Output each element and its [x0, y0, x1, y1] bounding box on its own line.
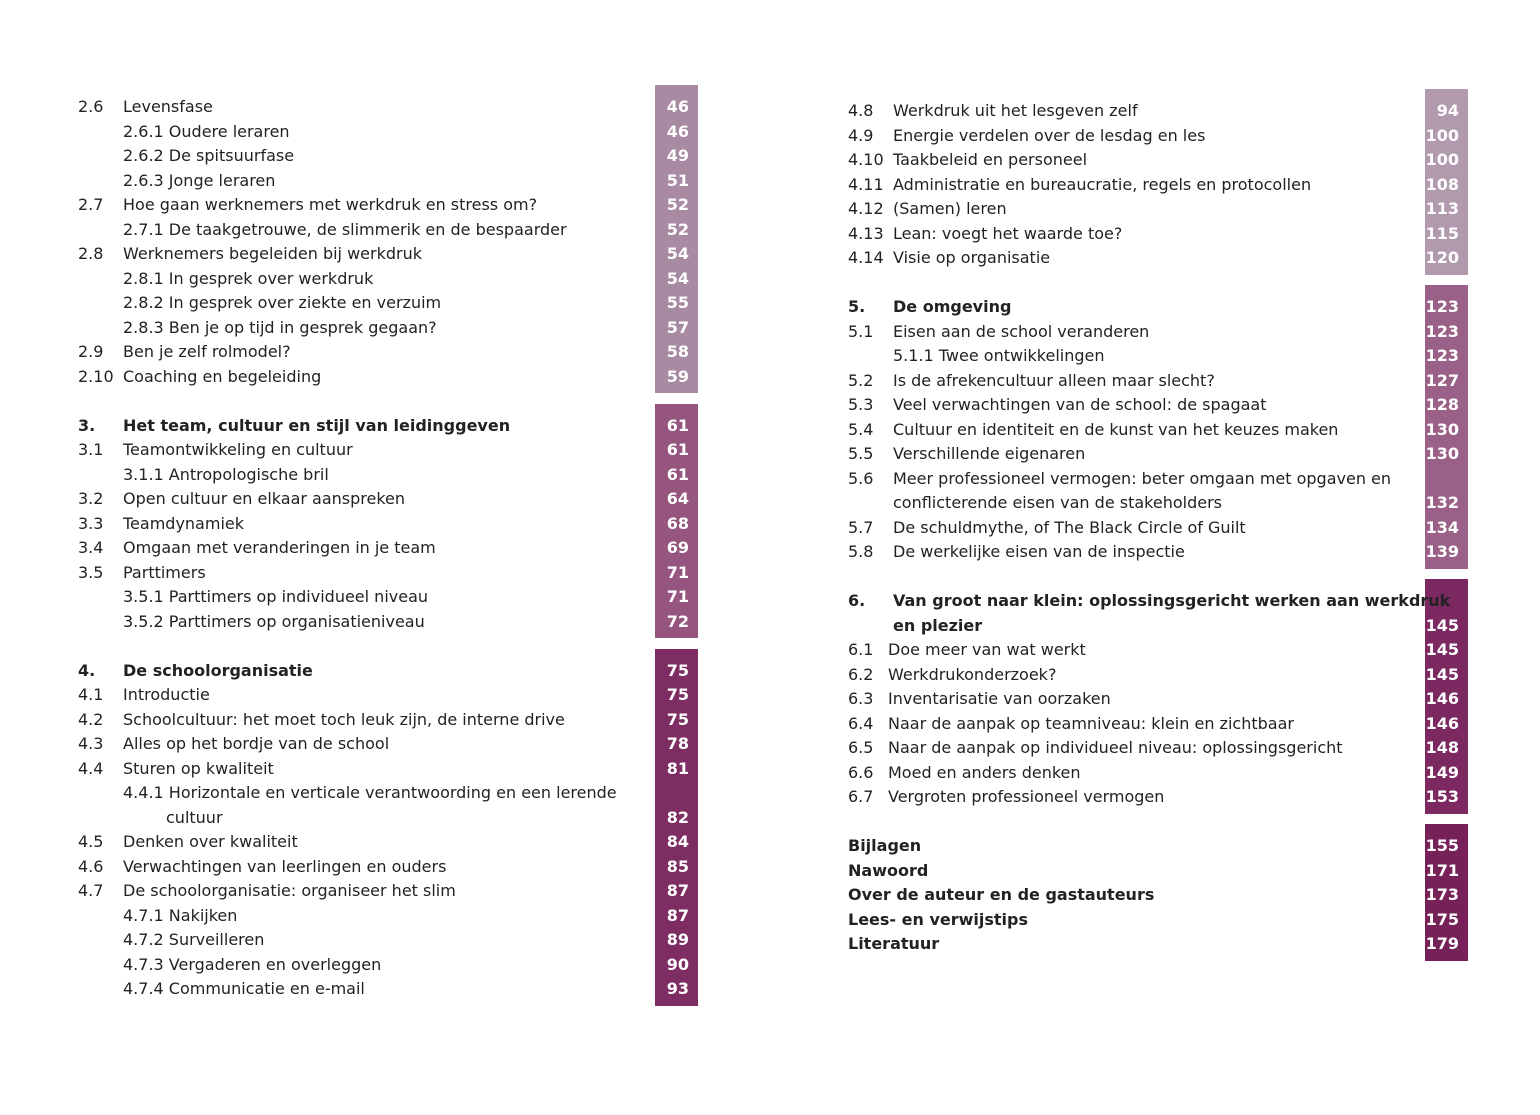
toc-entry-page: 123 [1425, 346, 1459, 365]
toc-entry-title: 2.7.1 De taakgetrouwe, de slimmerik en de bespaarder [123, 219, 567, 239]
toc-entry-title: Alles op het bordje van de school [123, 734, 390, 753]
toc-entry-title: 3.1.1 Antropologische bril [123, 464, 329, 484]
toc-entry-page: 84 [666, 832, 689, 851]
toc-entry-number: 4.11 [848, 174, 884, 194]
toc-entry-title: 4.7.4 Communicatie en e-mail [123, 979, 365, 998]
toc-entry[interactable] [0, 487, 770, 511]
toc-entry[interactable] [770, 908, 1540, 932]
toc-entry[interactable] [0, 683, 770, 707]
toc-entry-number: 6.4 [848, 713, 874, 733]
toc-entry[interactable] [770, 540, 1540, 564]
toc-entry-page: 179 [1425, 934, 1459, 953]
toc-entry-page: 171 [1425, 860, 1459, 880]
toc-entry-page: 52 [666, 219, 689, 239]
toc-entry-title: Het team, cultuur en stijl van leidinggeven [123, 415, 511, 435]
toc-entry-title: 4.7.2 Surveilleren [123, 930, 265, 949]
toc-entry-page: 78 [666, 734, 689, 753]
toc-entry-page: 134 [1425, 517, 1459, 537]
toc-entry-page: 139 [1425, 542, 1459, 561]
toc-entry-number: 4.9 [848, 125, 874, 145]
toc-entry-page: 115 [1425, 223, 1459, 243]
toc-entry-page: 132 [1425, 493, 1459, 512]
toc-entry-page: 81 [666, 758, 689, 778]
toc-entry-page: 69 [666, 538, 689, 557]
toc-entry-number: 4.2 [78, 709, 104, 729]
toc-entry-title: Lean: voegt het waarde toe? [893, 223, 1123, 243]
toc-entry-title: en plezier [893, 615, 983, 635]
toc-entry-title: Lees- en verwijstips [848, 909, 1028, 929]
toc-entry-page: 75 [666, 660, 689, 680]
toc-entry-page: 130 [1425, 419, 1459, 439]
toc-entry-title: conflicterende eisen van de stakeholders [893, 493, 1222, 512]
toc-entry-title: Levensfase [123, 97, 213, 116]
toc-entry[interactable] [770, 369, 1540, 393]
toc-entry[interactable] [770, 834, 1540, 858]
toc-entry-page: 145 [1425, 640, 1459, 659]
toc-entry-title: Literatuur [848, 934, 940, 953]
toc-entry-page: 61 [666, 464, 689, 484]
toc-entry-title: Administratie en bureaucratie, regels en protocollen [893, 174, 1312, 194]
toc-entry-title: Cultuur en identiteit en de kunst van het keuzes maken [893, 419, 1339, 439]
toc-entry-number: 5.5 [848, 444, 874, 463]
toc-entry[interactable] [0, 781, 770, 805]
toc-entry[interactable] [0, 242, 770, 266]
toc-entry-title: Moed en anders denken [888, 762, 1081, 782]
toc-entry-page: 85 [666, 856, 689, 876]
toc-entry-title: Omgaan met veranderingen in je team [123, 538, 436, 557]
toc-entry-title: 2.8.2 In gesprek over ziekte en verzuim [123, 293, 442, 312]
toc-entry-page: 71 [666, 562, 689, 582]
toc-entry[interactable] [770, 859, 1540, 883]
toc-entry-title: Ben je zelf rolmodel? [123, 342, 291, 361]
toc-entry-page: 71 [666, 587, 689, 606]
toc-entry[interactable] [0, 120, 770, 144]
toc-entry-page: 54 [666, 268, 689, 288]
toc-entry-page: 55 [666, 293, 689, 312]
toc-entry-title: Van groot naar klein: oplossingsgericht werken aan werkdruk [893, 591, 1451, 610]
toc-entry-page: 46 [666, 121, 689, 141]
toc-entry-page: 153 [1425, 787, 1459, 806]
toc-entry-title: cultuur [166, 807, 223, 827]
toc-entry-page: 155 [1425, 836, 1459, 855]
toc-entry[interactable] [0, 953, 770, 977]
toc-entry-title: Doe meer van wat werkt [888, 640, 1086, 659]
toc-entry[interactable] [770, 467, 1540, 491]
toc-entry[interactable] [770, 173, 1540, 197]
toc-entry[interactable] [0, 855, 770, 879]
toc-entry-page: 123 [1425, 321, 1459, 341]
toc-entry-title: 5.1.1 Twee ontwikkelingen [893, 346, 1105, 365]
toc-entry-page: 49 [666, 146, 689, 165]
toc-entry[interactable] [770, 736, 1540, 760]
toc-entry-number: 2.8 [78, 244, 104, 263]
toc-entry-number: 3.4 [78, 538, 104, 557]
toc-entry[interactable] [770, 663, 1540, 687]
toc-entry-number: 5.3 [848, 395, 874, 414]
toc-entry-title: Eisen aan de school veranderen [893, 321, 1150, 341]
toc-entry[interactable] [770, 393, 1540, 417]
toc-entry[interactable] [0, 365, 770, 389]
toc-entry-page: 113 [1425, 199, 1459, 218]
toc-entry-title: Vergroten professioneel vermogen [888, 787, 1165, 806]
toc-entry-number: 4.4 [78, 758, 104, 778]
toc-entry-number: 4.8 [848, 101, 874, 120]
toc-entry-number: 4.10 [848, 150, 884, 169]
toc-entry[interactable] [0, 438, 770, 462]
toc-entry-page: 89 [666, 930, 689, 949]
toc-entry-number: 4.1 [78, 685, 104, 704]
toc-entry-page: 61 [666, 440, 689, 459]
toc-entry[interactable] [770, 932, 1540, 956]
toc-entry-title: De omgeving [893, 297, 1012, 316]
toc-entry-title: Coaching en begeleiding [123, 366, 322, 386]
toc-entry-title: 2.6.3 Jonge leraren [123, 170, 276, 190]
toc-entry-page: 82 [666, 807, 689, 827]
toc-entry-title: Schoolcultuur: het moet toch leuk zijn, de interne drive [123, 709, 565, 729]
toc-entry[interactable] [770, 491, 1540, 515]
toc-entry-number: 5.8 [848, 542, 874, 561]
toc-entry-number: 6.7 [848, 787, 874, 806]
toc-entry-page: 100 [1425, 150, 1459, 169]
toc-entry[interactable] [0, 977, 770, 1001]
toc-entry[interactable] [0, 830, 770, 854]
toc-entry-title: 4.7.1 Nakijken [123, 905, 238, 925]
toc-entry-title: Naar de aanpak op teamniveau: klein en zichtbaar [888, 713, 1294, 733]
toc-entry-page: 108 [1425, 174, 1459, 194]
toc-entry[interactable] [770, 344, 1540, 368]
toc-entry-number: 5.6 [848, 468, 874, 488]
toc-entry-title: 2.6.2 De spitsuurfase [123, 146, 295, 165]
toc-entry[interactable] [770, 785, 1540, 809]
toc-entry-title: Introductie [123, 685, 210, 704]
toc-entry-number: 4.14 [848, 248, 884, 267]
toc-entry-title: Sturen op kwaliteit [123, 758, 274, 778]
toc-entry-page: 173 [1425, 885, 1459, 904]
toc-entry-page: 149 [1425, 762, 1459, 782]
toc-entry-page: 75 [666, 685, 689, 704]
toc-entry-title: Verschillende eigenaren [893, 444, 1086, 463]
toc-entry-number: 6.1 [848, 640, 874, 659]
toc-entry-page: 64 [666, 489, 689, 508]
toc-entry-title: De schoolorganisatie [123, 660, 313, 680]
toc-entry-title: Nawoord [848, 860, 929, 880]
toc-entry-number: 5.1 [848, 321, 874, 341]
toc-entry-title: Veel verwachtingen van de school: de spagaat [893, 395, 1267, 414]
toc-entry-number: 4.12 [848, 199, 884, 218]
toc-entry[interactable] [0, 757, 770, 781]
toc-entry-page: 87 [666, 881, 689, 900]
toc-entry-title: 2.8.1 In gesprek over werkdruk [123, 268, 374, 288]
toc-entry-title: 4.7.3 Vergaderen en overleggen [123, 954, 382, 974]
toc-entry-title: 3.5.2 Parttimers op organisatieniveau [123, 611, 425, 631]
toc-entry[interactable] [770, 687, 1540, 711]
toc-entry-number: 4.6 [78, 856, 104, 876]
toc-entry-title: Teamdynamiek [123, 513, 244, 533]
toc-entry[interactable] [0, 414, 770, 438]
toc-entry[interactable] [0, 659, 770, 683]
toc-entry-title: Denken over kwaliteit [123, 832, 298, 851]
toc-entry[interactable] [0, 218, 770, 242]
toc-entry[interactable] [0, 536, 770, 560]
toc-entry-page: 87 [666, 905, 689, 925]
toc-entry-title: Taakbeleid en personeel [893, 150, 1088, 169]
toc-entry[interactable] [0, 193, 770, 217]
toc-entry-title: 4.4.1 Horizontale en verticale verantwoording en een lerende [123, 783, 617, 802]
toc-entry-number: 3.1 [78, 440, 104, 459]
toc-entry[interactable] [770, 246, 1540, 270]
toc-entry-number: 4.7 [78, 881, 104, 900]
toc-entry-page: 61 [666, 415, 689, 435]
toc-entry-page: 68 [666, 513, 689, 533]
toc-entry-page: 146 [1425, 713, 1459, 733]
toc-entry-page: 57 [666, 317, 689, 337]
toc-entry[interactable] [770, 295, 1540, 319]
toc-entry-page: 145 [1425, 615, 1459, 635]
toc-entry-number: 4.5 [78, 832, 104, 851]
toc-entry-title: Meer professioneel vermogen: beter omgaan met opgaven en [893, 468, 1392, 488]
toc-entry[interactable] [770, 589, 1540, 613]
toc-entry[interactable] [770, 442, 1540, 466]
toc-entry-title: Inventarisatie van oorzaken [888, 689, 1111, 708]
toc-entry-page: 75 [666, 709, 689, 729]
toc-entry-title: De schuldmythe, of The Black Circle of Guilt [893, 517, 1246, 537]
toc-entry[interactable] [770, 197, 1540, 221]
toc-entry-number: 6. [848, 591, 866, 610]
toc-entry[interactable] [0, 708, 770, 732]
toc-entry[interactable] [770, 418, 1540, 442]
toc-entry-number: 4.13 [848, 223, 884, 243]
toc-entry-page: 120 [1425, 248, 1459, 267]
toc-entry-title: Werkdruk uit het lesgeven zelf [893, 101, 1138, 120]
toc-entry-number: 3.2 [78, 489, 104, 508]
toc-entry-page: 90 [666, 954, 689, 974]
toc-entry-number: 4. [78, 660, 96, 680]
toc-entry-page: 145 [1425, 664, 1459, 684]
toc-entry-page: 148 [1425, 738, 1459, 757]
toc-entry-title: Verwachtingen van leerlingen en ouders [123, 856, 447, 876]
toc-entry-page: 130 [1425, 444, 1459, 463]
toc-entry[interactable] [770, 614, 1540, 638]
toc-entry-number: 5. [848, 297, 866, 316]
toc-entry-page: 58 [666, 342, 689, 361]
toc-entry-page: 100 [1425, 125, 1459, 145]
toc-entry-title: Hoe gaan werknemers met werkdruk en stress om? [123, 195, 538, 214]
toc-entry-title: Is de afrekencultuur alleen maar slecht? [893, 370, 1215, 390]
toc-entry[interactable] [0, 169, 770, 193]
toc-entry[interactable] [0, 316, 770, 340]
toc-entry[interactable] [0, 463, 770, 487]
toc-entry[interactable] [0, 95, 770, 119]
toc-entry-page: 59 [666, 366, 689, 386]
toc-entry-page: 127 [1425, 370, 1459, 390]
toc-entry-number: 5.7 [848, 517, 874, 537]
toc-entry-page: 94 [1436, 101, 1459, 120]
toc-entry-title: De werkelijke eisen van de inspectie [893, 542, 1185, 561]
toc-entry-page: 175 [1425, 909, 1459, 929]
toc-entry-number: 2.6 [78, 97, 104, 116]
toc-entry-page: 54 [666, 244, 689, 263]
toc-entry-number: 2.9 [78, 342, 104, 361]
toc-entry-page: 51 [666, 170, 689, 190]
toc-entry-number: 2.7 [78, 195, 104, 214]
toc-entry-title: Teamontwikkeling en cultuur [123, 440, 353, 459]
toc-entry-title: Over de auteur en de gastauteurs [848, 885, 1155, 904]
toc-entry[interactable] [0, 732, 770, 756]
toc-entry[interactable] [0, 144, 770, 168]
toc-entry[interactable] [0, 561, 770, 585]
toc-entry-number: 3. [78, 415, 96, 435]
toc-entry-title: Bijlagen [848, 836, 922, 855]
toc-entry-title: Werknemers begeleiden bij werkdruk [123, 244, 422, 263]
toc-entry[interactable] [0, 585, 770, 609]
toc-entry-number: 6.3 [848, 689, 874, 708]
toc-entry[interactable] [0, 340, 770, 364]
toc-entry-page: 123 [1425, 297, 1459, 316]
toc-entry[interactable] [0, 291, 770, 315]
toc-entry-title: Visie op organisatie [893, 248, 1051, 267]
toc-entry-number: 6.5 [848, 738, 874, 757]
toc-entry-number: 3.5 [78, 562, 104, 582]
toc-entry-title: Naar de aanpak op individueel niveau: oplossingsgericht [888, 738, 1343, 757]
toc-entry[interactable] [0, 928, 770, 952]
toc-entry[interactable] [770, 638, 1540, 662]
toc-entry[interactable] [770, 222, 1540, 246]
toc-entry[interactable] [770, 761, 1540, 785]
toc-entry-number: 5.4 [848, 419, 874, 439]
toc-entry[interactable] [0, 512, 770, 536]
toc-entry-number: 2.10 [78, 366, 114, 386]
toc-entry-number: 6.2 [848, 664, 874, 684]
toc-entry[interactable] [770, 883, 1540, 907]
toc-entry-number: 3.3 [78, 513, 104, 533]
toc-entry-title: (Samen) leren [893, 199, 1007, 218]
toc-entry[interactable] [770, 516, 1540, 540]
toc-entry-page: 93 [666, 979, 689, 998]
toc-entry[interactable] [0, 267, 770, 291]
toc-entry-title: Open cultuur en elkaar aanspreken [123, 489, 406, 508]
toc-entry-number: 4.3 [78, 734, 104, 753]
toc-entry-title: De schoolorganisatie: organiseer het slim [123, 881, 456, 900]
toc-entry[interactable] [770, 124, 1540, 148]
toc-entry[interactable] [770, 99, 1540, 123]
toc-entry[interactable] [770, 148, 1540, 172]
toc-entry-page: 146 [1425, 689, 1459, 708]
toc-entry[interactable] [770, 320, 1540, 344]
toc-entry[interactable] [0, 904, 770, 928]
toc-entry-title: 2.8.3 Ben je op tijd in gesprek gegaan? [123, 317, 437, 337]
toc-entry-number: 6.6 [848, 762, 874, 782]
toc-entry-page: 72 [666, 611, 689, 631]
toc-entry-page: 52 [666, 195, 689, 214]
toc-entry-title: Parttimers [123, 562, 206, 582]
toc-entry[interactable] [0, 879, 770, 903]
toc-entry-title: Werkdrukonderzoek? [888, 664, 1057, 684]
toc-entry[interactable] [0, 806, 770, 830]
toc-entry[interactable] [770, 712, 1540, 736]
toc-entry-page: 128 [1425, 395, 1459, 414]
toc-entry-page: 46 [666, 97, 689, 116]
toc-entry-title: 2.6.1 Oudere leraren [123, 121, 290, 141]
toc-entry[interactable] [0, 610, 770, 634]
toc-entry-title: 3.5.1 Parttimers op individueel niveau [123, 587, 429, 606]
toc-entry-number: 5.2 [848, 370, 874, 390]
toc-entry-title: Energie verdelen over de lesdag en les [893, 125, 1206, 145]
